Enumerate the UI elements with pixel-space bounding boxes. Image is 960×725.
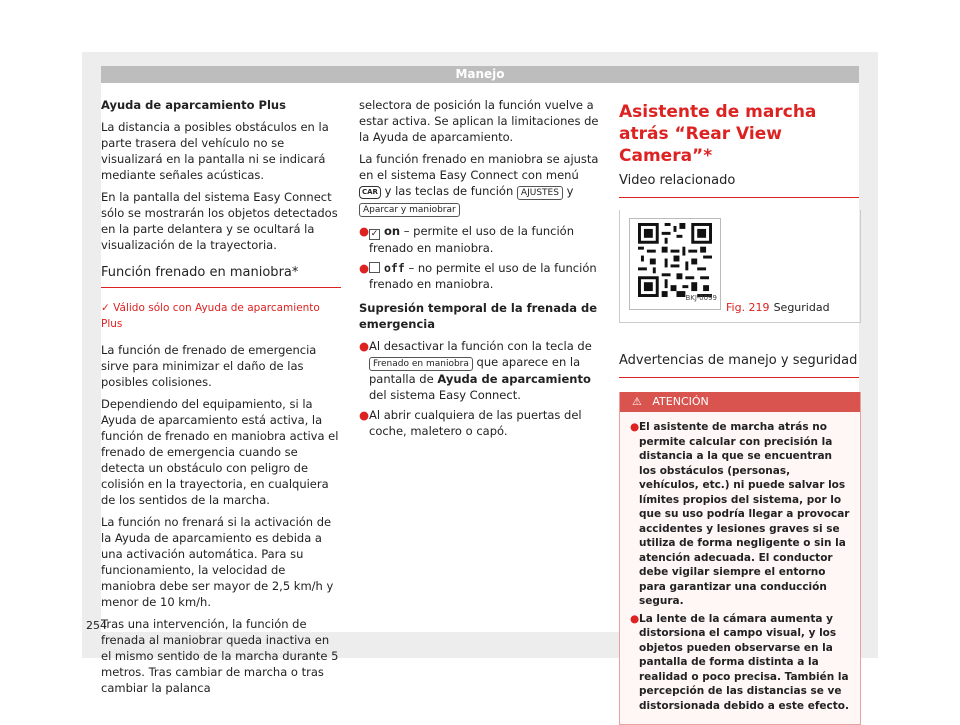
column-middle <box>359 97 599 443</box>
heading-advertencias: Advertencias de manejo y seguridad <box>619 353 859 378</box>
text: que aparece en la pantalla de <box>369 355 581 386</box>
bullet-puertas <box>359 407 599 439</box>
paragraph: Dependiendo del equipamiento, si la Ayuda de aparcamiento está activa, la función de frenado en maniobra activa el frenado de emergencia cuando se detecta un obstáculo con peligro de colisión en la trayectoria, en cualquiera de los sentidos de la marcha. <box>101 397 339 507</box>
column-right <box>619 97 859 725</box>
off-label: off <box>384 261 405 275</box>
heading-supresion: Supresión temporal de la frenada de emergencia <box>359 301 598 331</box>
text: y <box>566 184 574 198</box>
heading-ayuda-plus: Ayuda de aparcamiento Plus <box>101 98 286 112</box>
empty-box-icon <box>369 262 380 273</box>
paragraph-settings <box>359 151 599 217</box>
paragraph: La función no frenará si la activación de la Ayuda de aparcamiento es debida a una activación automática. Para su funcionamiento, la velocidad de maniobra debe ser mayor de 2,5 km/h y menor de 10 km/h. <box>101 515 334 609</box>
text: del sistema Easy Connect. <box>369 388 521 402</box>
warning-box <box>619 392 861 725</box>
bullet-icon: ● <box>630 612 640 625</box>
warning-bullet <box>630 420 850 609</box>
warning-title: ATENCIÓN <box>652 395 709 408</box>
figure-box <box>619 210 861 323</box>
validity-text: Válido sólo con Ayuda de aparcamiento Plus <box>101 302 320 330</box>
aparcar-maniobrar-key: Aparcar y maniobrar <box>359 203 460 217</box>
section-header: Manejo <box>101 66 859 83</box>
paragraph: La distancia a posibles obstáculos en la parte trasera del vehículo no se visualizará en la pantalla ni se indicará mediante señales acústicas. <box>101 120 329 182</box>
text: y las teclas de función <box>384 184 514 198</box>
heading-video: Video relacionado <box>619 173 859 198</box>
ajustes-key: AJUSTES <box>517 186 563 200</box>
qr-code-image[interactable] <box>629 218 721 310</box>
bullet-icon: ● <box>359 261 370 275</box>
warning-bullet <box>630 612 850 714</box>
text: Al desactivar la función con la tecla de <box>369 339 592 353</box>
paragraph: Tras una intervención, la función de frenada al maniobrar queda inactiva en el mismo sentido de la marcha durante 5 metros. Tras cambiar de marcha o tras cambiar la palanca <box>101 617 339 695</box>
bullet-on <box>359 223 599 256</box>
paragraph: En la pantalla del sistema Easy Connect sólo se mostrarán los objetos detectados en la parte delantera y se ocultará la visualización de la trayectoria. <box>101 190 338 252</box>
frenado-maniobra-key: Frenado en maniobra <box>369 357 473 371</box>
warning-text: La lente de la cámara aumenta y distorsiona el campo visual, y los objetos pueden observarse en la pantalla de forma distinta a la realidad o poco precisa. También la percepción de las distancias se ve distorsionada debido a este efecto. <box>639 612 849 712</box>
car-menu-key-icon: CAR <box>359 186 381 199</box>
on-label: on <box>384 224 401 238</box>
paragraph: La función de frenado de emergencia sirve para minimizar el daño de las posibles colisiones. <box>101 343 317 389</box>
figure-number: Fig. 219 <box>726 301 770 314</box>
figure-caption-text: Seguridad <box>773 301 830 314</box>
column-left <box>101 97 341 702</box>
title-rear-view-camera: Asistente de marcha atrás “Rear View Camera”* <box>619 102 817 166</box>
bullet-icon: ● <box>359 339 370 353</box>
section-title-frenado: Función frenado en maniobra* <box>101 265 341 288</box>
warning-icon: ⚠ <box>632 395 642 408</box>
paragraph: selectora de posición la función vuelve a estar activa. Se aplican la limitaciones de la Ayuda de aparcamiento. <box>359 98 599 144</box>
page-number: 254 <box>86 619 107 632</box>
text: – no permite el uso de la función frenado en maniobra. <box>369 261 597 291</box>
qr-code-icon <box>638 223 712 297</box>
qr-code-label: BKJ-0099 <box>685 294 717 302</box>
bullet-icon: ● <box>630 421 640 433</box>
check-icon: ✓ <box>101 302 110 314</box>
warning-header <box>620 392 860 412</box>
validity-note <box>101 300 341 332</box>
figure-caption <box>726 300 830 316</box>
bullet-off <box>359 260 599 292</box>
bullet-icon: ● <box>359 224 370 238</box>
bold-text: Ayuda de aparcamiento <box>437 372 591 386</box>
bullet-desactivar <box>359 338 599 403</box>
text: – permite el uso de la función frenado en maniobra. <box>369 224 574 255</box>
bullet-icon: ● <box>359 408 370 422</box>
checked-box-icon: ✓ <box>370 229 379 239</box>
text: Al abrir cualquiera de las puertas del coche, maletero o capó. <box>369 408 582 438</box>
warning-body <box>620 412 860 724</box>
warning-text: El asistente de marcha atrás no permite calcular con precisión la distancia a la que se encuentran los obstáculos (personas, vehículos, etc.) ni puede salvar los límites propios del sistema, por lo que su uso podría llegar a provocar accidentes y lesiones graves si se utiliza de forma negligente o sin la atención adecuada. El conductor debe vigilar siempre el entorno para garantizar una conducción segura. <box>639 421 850 607</box>
text: La función frenado en maniobra se ajusta en el sistema Easy Connect con menú <box>359 152 599 182</box>
